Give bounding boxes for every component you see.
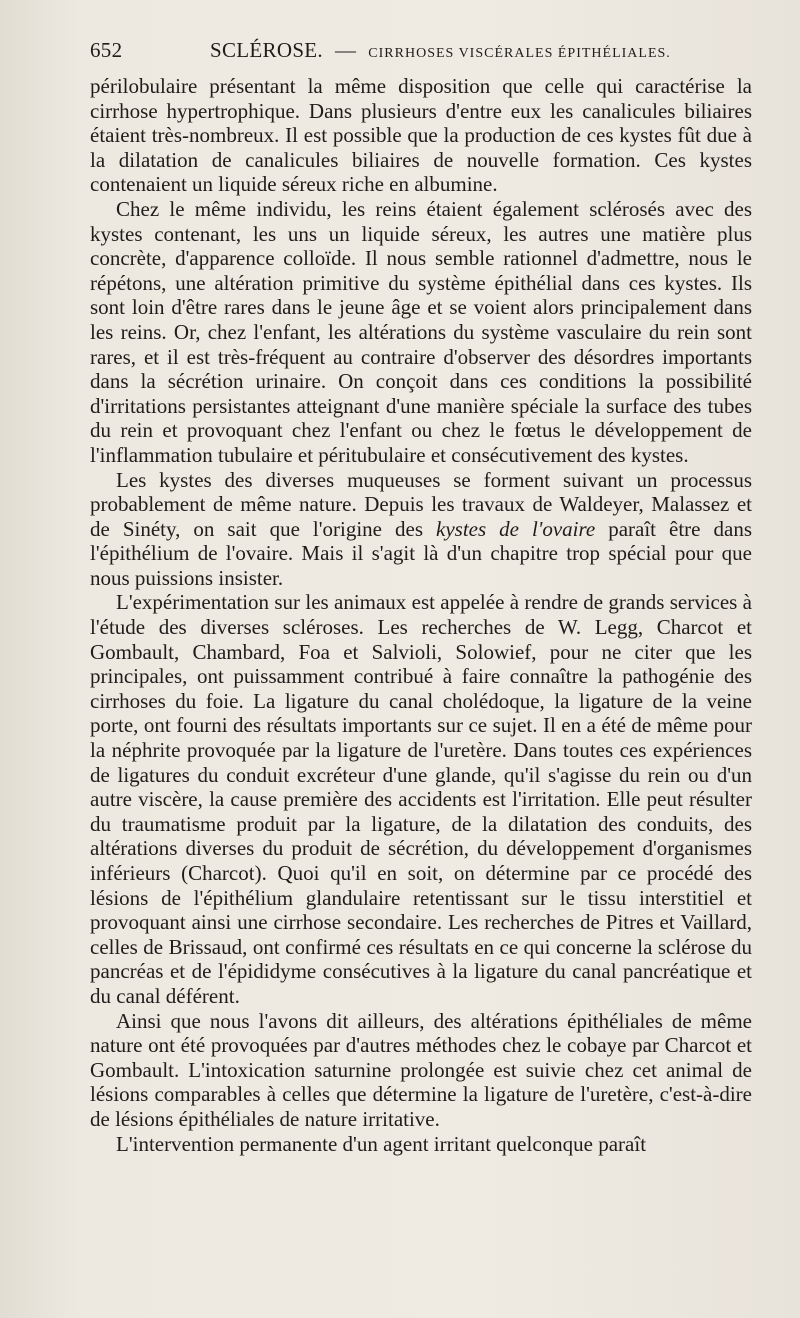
page-header	[90, 38, 752, 72]
paragraph-mucous-cysts-end: paraît être dans l'épithélium de l'ovaire. Mais il s'agit là d'un chapitre trop spécial pour que nous puissions insister.	[90, 516, 752, 590]
paragraph-kidneys: Chez le même individu, les reins étaient également sclérosés avec des kystes contenant, les uns un liquide séreux, les autres une matière plus concrète, d'apparence colloïde. Il nous semble rationnel d'admettre, nous le répétons, une altération primitive du système épithélial dans ces kystes. Ils sont loin d'être rares dans le jeune âge et se voient alors principalement dans les reins. Or, chez l'enfant, les altérations du système vasculaire du rein sont rares, et il est très-fréquent au contraire d'observer des désordres importants dans la sécrétion urinaire. On conçoit dans ces conditions la possibilité d'irritations persistantes atteignant d'une manière spéciale la surface des tubes du rein et provoquant chez l'enfant ou chez le fœtus le développement de l'inflammation tubulaire et péritubulaire et consécutivement des kystes.	[90, 196, 752, 467]
paragraph-continuation: périlobulaire présentant la même disposition que celle qui caractérise la cirrhose hypertrophique. Dans plusieurs d'entre eux les canalicules biliaires étaient très-nombreux. Il est possible que la production de ces kystes fût due à la dilatation de canalicules biliaires de nouvelle formation. Ces kystes contenaient un liquide séreux riche en albumine.	[90, 74, 752, 197]
ovary-cysts-italic: kystes de l'ovaire	[436, 516, 596, 541]
body-text	[90, 74, 752, 1156]
paragraph-experimentation: L'expérimentation sur les animaux est appelée à rendre de grands services à l'étude des diverses scléroses. Les recherches de W. Legg, Charcot et Gombault, Chambard, Foa et Salvioli, Solowief, pour ne citer que les principales, ont puissamment contribué à faire connaître la pathogénie des cirrhoses du foie. La ligature du canal cholédoque, la ligature de la veine porte, ont fourni des résultats importants sur ce sujet. Il en a été de même pour la néphrite provoquée par la ligature de l'uretère. Dans toutes ces expériences de ligatures du conduit excréteur d'une glande, qu'il s'agisse du rein ou d'un autre viscère, la cause première des accidents est l'irritation. Elle peut résulter du traumatisme produit par la ligature, de la dilatation des conduits, des altérations diverses du produit de sécrétion, du développement d'organismes inférieurs (Charcot). Quoi qu'il en soit, on détermine par ce procédé des lésions de l'épithélium glandulaire retentissant sur le tissu interstitiel et provoquant ainsi une cirrhose secondaire. Les recherches de Pitres et Vaillard, celles de Brissaud, ont confirmé ces résultats en ce qui concerne la sclérose du pancréas et de l'épididyme consécutives à la ligature du canal pancréatique et du canal déférent.	[90, 590, 752, 1008]
page-number: 652	[90, 38, 123, 62]
paragraph-irritant-agent: L'intervention permanente d'un agent irritant quelconque paraît	[116, 1131, 647, 1156]
running-title-dash: —	[334, 38, 357, 62]
paragraph-mucous-cysts-start: Les kystes des diverses muqueuses se forment suivant un processus probablement de même nature. Depuis les travaux de Waldeyer, Malassez et de Sinéty, on sait que l'origine des	[90, 467, 752, 541]
running-title: SCLÉROSE.	[210, 38, 323, 62]
running-subtitle: CIRRHOSES VISCÉRALES ÉPITHÉLIALES.	[368, 46, 671, 61]
paragraph-mucous-cysts	[90, 468, 752, 591]
paragraph-guinea-pig: Ainsi que nous l'avons dit ailleurs, des altérations épithéliales de même nature ont été provoquées par d'autres méthodes chez le cobaye par Charcot et Gombault. L'intoxication saturnine prolongée est suivie chez cet animal de lésions comparables à celles que détermine la ligature de l'uretère, c'est-à-dire de lésions épithéliales de nature irritative.	[90, 1008, 752, 1131]
